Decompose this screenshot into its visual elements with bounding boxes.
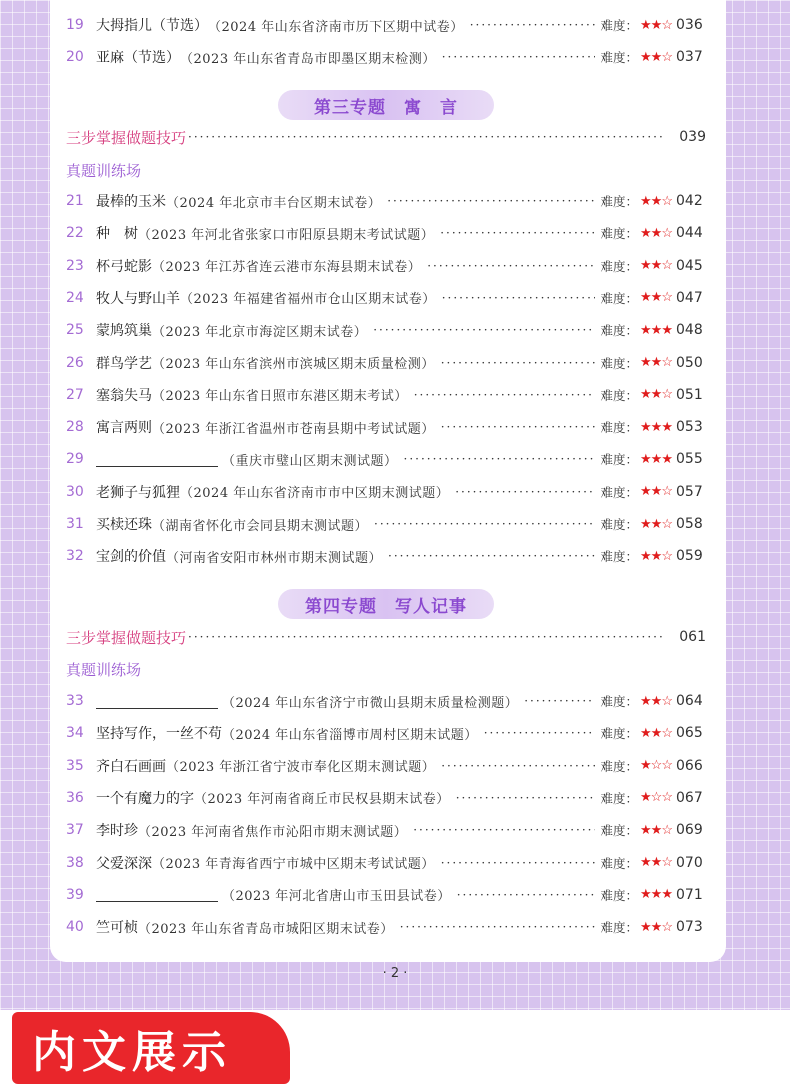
content-display-banner: 内文展示 (12, 1012, 290, 1084)
leader-dots (441, 856, 595, 870)
page-ref: 065 (676, 725, 703, 742)
difficulty-label: 难度： (600, 517, 639, 532)
page-ref: 053 (676, 419, 703, 436)
entry-source: （2023 年福建省福州市仓山区期末试卷） (180, 292, 436, 308)
leader-dots (373, 323, 594, 337)
toc-entry[interactable] (66, 381, 706, 409)
entry-title: 买椟还珠 (96, 517, 152, 533)
entry-number: 22 (66, 225, 84, 242)
toc-entry[interactable] (66, 349, 706, 377)
entry-source: （2023 年浙江省温州市苍南县期中考试试题） (152, 421, 435, 437)
toc-entry[interactable] (66, 687, 706, 715)
page-ref: 047 (676, 289, 703, 306)
entry-title: 宝剑的价值 (96, 549, 166, 566)
entry-number: 26 (66, 354, 84, 371)
leader-dots (188, 130, 664, 144)
difficulty-label: 难度： (600, 420, 639, 436)
leader-dots (441, 356, 595, 370)
difficulty-stars-icon: ★★☆ (640, 725, 672, 741)
difficulty-label: 难度： (600, 758, 639, 774)
leader-dots (388, 549, 595, 563)
leader-dots (427, 259, 594, 273)
entry-source: （2023 年山东省滨州市滨城区期末质量检测） (152, 357, 435, 372)
difficulty-stars-icon: ★★☆ (640, 822, 672, 838)
entry-title: 牧人与野山羊 (96, 290, 180, 307)
difficulty-label: 难度： (600, 823, 639, 839)
leader-dots (441, 759, 594, 773)
entry-number: 21 (66, 193, 84, 209)
leader-dots (440, 226, 594, 240)
entry-title: 老狮子与狐狸 (96, 484, 180, 501)
toc-entry[interactable] (66, 219, 706, 247)
page-ref: 048 (676, 322, 703, 339)
entry-source: （2023 年河南省商丘市民权县期末试卷） (194, 792, 450, 808)
leader-dots (484, 726, 595, 740)
difficulty-stars-icon: ★★★ (640, 887, 672, 903)
toc-entry[interactable] (66, 478, 706, 506)
page-ref: 073 (676, 919, 703, 936)
entry-title: 父爱深深 (96, 855, 152, 872)
entry-source: （2023 年山东省日照市东港区期末考试） (152, 389, 408, 405)
page-ref: 070 (676, 854, 703, 871)
toc-entry[interactable] (66, 445, 706, 473)
skill-label: 三步掌握做题技巧 (66, 128, 187, 147)
entry-title: 齐白石画画 (96, 758, 166, 775)
difficulty-label: 难度： (600, 355, 639, 371)
page-ref: 061 (679, 629, 706, 645)
leader-dots (188, 630, 664, 644)
leader-dots (442, 50, 595, 64)
difficulty-label: 难度： (600, 226, 639, 242)
entry-source: （2023 年山东省青岛市城阳区期末试卷） (138, 921, 394, 937)
entry-source: （2023 年北京市海淀区期末试卷） (152, 324, 368, 340)
page-ref: 051 (676, 386, 703, 403)
entry-source: （河南省安阳市林州市期末测试题） (166, 550, 383, 566)
entry-number: 20 (66, 49, 84, 66)
entry-number: 27 (66, 386, 84, 403)
entry-title: 群鸟学艺 (96, 355, 152, 372)
difficulty-label: 难度： (600, 790, 639, 806)
toc-entry[interactable] (66, 252, 706, 280)
title-blank (96, 887, 218, 902)
difficulty-stars-icon: ★★☆ (640, 855, 672, 870)
entry-source: （2024 年山东省济宁市微山县期末质量检测题） (222, 695, 519, 711)
entry-source: （2024 年山东省济南市历下区期中试卷） (208, 19, 464, 35)
entry-title: 塞翁失马 (96, 387, 152, 404)
difficulty-label: 难度： (600, 694, 639, 709)
difficulty-label: 难度： (600, 549, 639, 565)
toc-entry[interactable] (66, 542, 706, 570)
entry-number: 38 (66, 854, 84, 871)
page-ref: 039 (679, 129, 706, 145)
title-blank (96, 452, 218, 467)
toc-entry[interactable] (66, 913, 706, 941)
page-ref: 055 (676, 451, 703, 468)
difficulty-stars-icon: ★★☆ (640, 387, 672, 403)
toc-entry[interactable] (66, 43, 706, 71)
leader-dots (387, 194, 594, 208)
toc-entry[interactable] (66, 11, 706, 39)
entry-title: 最棒的玉米 (96, 194, 166, 210)
page-ref: 037 (676, 49, 703, 66)
difficulty-label: 难度： (600, 920, 639, 936)
section-3-skill-row[interactable] (66, 125, 706, 149)
entry-number: 31 (66, 516, 84, 532)
page-ref: 069 (676, 822, 703, 839)
entry-source: （2024 年山东省淄博市周村区期末试题） (222, 727, 478, 743)
page-ref: 066 (676, 757, 703, 774)
entry-title: 一个有魔力的字 (96, 790, 194, 807)
difficulty-label: 难度： (600, 484, 639, 500)
difficulty-stars-icon: ★★☆ (640, 355, 672, 370)
entry-source: （2023 年河南省焦作市沁阳市期末测试题） (138, 824, 408, 840)
page-ref: 057 (676, 483, 703, 500)
leader-dots (442, 291, 595, 305)
page-ref: 042 (676, 193, 703, 209)
entry-number: 25 (66, 322, 84, 339)
difficulty-stars-icon: ★★☆ (640, 290, 672, 306)
entry-source: （湖南省怀化市会同县期末测试题） (152, 518, 369, 534)
difficulty-stars-icon: ★★★ (640, 322, 672, 338)
entry-number: 32 (66, 548, 84, 565)
leader-dots (470, 18, 595, 32)
entry-title: 蒙鸠筑巢 (96, 323, 152, 340)
page-ref: 050 (676, 354, 703, 371)
toc-entry[interactable] (66, 719, 706, 747)
entry-source: （重庆市璧山区期末测试题） (222, 453, 398, 469)
toc-entry[interactable] (66, 752, 706, 780)
entry-source: （2024 年北京市丰台区期末试卷） (166, 195, 382, 211)
leader-dots (414, 388, 595, 402)
entry-number: 35 (66, 757, 84, 774)
entry-title: 李时珍 (96, 823, 138, 840)
difficulty-stars-icon: ★★☆ (640, 17, 672, 33)
entry-source: （2024 年山东省济南市市中区期末测试题） (180, 486, 450, 502)
page-ref: 058 (676, 516, 703, 532)
entry-source: （2023 年山东省青岛市即墨区期末检测） (180, 51, 436, 67)
toc-entry[interactable] (66, 413, 706, 441)
entry-source: （2023 年河北省唐山市玉田县试卷） (222, 889, 451, 905)
page-number: · 2 · (382, 966, 408, 981)
section-4-skill-row[interactable] (66, 625, 706, 649)
entry-title: 种 树 (96, 226, 138, 243)
page-ref: 036 (676, 17, 703, 33)
toc-entry[interactable] (66, 849, 706, 877)
leader-dots (374, 517, 595, 531)
entry-number: 34 (66, 725, 84, 742)
page-ref: 044 (676, 225, 703, 242)
entry-source: （2023 年河北省张家口市阳原县期末考试试题） (138, 227, 435, 243)
entry-number: 37 (66, 822, 84, 839)
entry-title: 亚麻（节选） (96, 50, 180, 67)
difficulty-stars-icon: ★★☆ (640, 193, 672, 209)
entry-number: 30 (66, 483, 84, 500)
leader-dots (413, 823, 594, 837)
difficulty-label: 难度： (600, 855, 639, 871)
toc-entry[interactable] (66, 784, 706, 812)
section-3-practice-heading: 真题训练场 (66, 162, 142, 180)
difficulty-label: 难度： (600, 323, 639, 339)
entry-title: 竺可桢 (96, 920, 138, 937)
difficulty-label: 难度： (600, 50, 639, 66)
entry-number: 39 (66, 886, 84, 903)
difficulty-stars-icon: ★★★ (640, 451, 672, 467)
leader-dots (457, 888, 595, 902)
leader-dots (441, 420, 595, 434)
page-ref: 067 (676, 789, 703, 806)
difficulty-stars-icon: ★★☆ (640, 919, 672, 935)
entry-number: 29 (66, 451, 84, 468)
section-4-practice-heading: 真题训练场 (66, 661, 142, 679)
entry-title: 杯弓蛇影 (96, 258, 152, 275)
difficulty-stars-icon: ★★☆ (640, 548, 672, 564)
difficulty-label: 难度： (600, 18, 639, 33)
page-ref: 071 (676, 886, 703, 903)
difficulty-stars-icon: ★★☆ (640, 484, 672, 500)
entry-number: 33 (66, 693, 84, 709)
difficulty-stars-icon: ★★★ (640, 419, 672, 435)
entry-number: 28 (66, 419, 84, 436)
difficulty-label: 难度： (600, 194, 639, 209)
entry-title: 寓言两则 (96, 420, 152, 437)
toc-entry[interactable] (66, 316, 706, 344)
difficulty-stars-icon: ★★☆ (640, 516, 672, 532)
leader-dots (404, 452, 595, 466)
leader-dots (455, 485, 594, 499)
difficulty-stars-icon: ★☆☆ (640, 790, 672, 806)
leader-dots (400, 920, 595, 934)
skill-label: 三步掌握做题技巧 (66, 628, 187, 647)
toc-entry[interactable] (66, 816, 706, 844)
toc-entry[interactable] (66, 881, 706, 909)
difficulty-stars-icon: ★☆☆ (640, 758, 672, 774)
toc-entry[interactable] (66, 284, 706, 312)
title-blank (96, 694, 218, 709)
page-ref: 059 (676, 548, 703, 565)
entry-number: 36 (66, 789, 84, 806)
difficulty-label: 难度： (600, 258, 639, 274)
toc-entry[interactable] (66, 510, 706, 538)
leader-dots (524, 694, 594, 708)
page-ref: 064 (676, 693, 703, 709)
entry-number: 23 (66, 257, 84, 274)
entry-source: （2023 年江苏省连云港市东海县期末试卷） (152, 260, 422, 276)
difficulty-label: 难度： (600, 387, 639, 403)
difficulty-stars-icon: ★★☆ (640, 258, 672, 274)
entry-title: 坚持写作，一丝不苟 (96, 726, 222, 743)
difficulty-stars-icon: ★★☆ (640, 225, 672, 241)
entry-source: （2023 年浙江省宁波市奉化区期末测试题） (166, 760, 436, 776)
entry-source: （2023 年青海省西宁市城中区期末考试试题） (152, 857, 435, 872)
difficulty-stars-icon: ★★☆ (640, 693, 672, 709)
entry-number: 19 (66, 17, 84, 33)
difficulty-label: 难度： (600, 726, 639, 742)
difficulty-label: 难度： (600, 290, 639, 306)
difficulty-label: 难度： (600, 887, 639, 903)
entry-number: 40 (66, 919, 84, 936)
toc-entry[interactable] (66, 187, 706, 215)
entry-number: 24 (66, 289, 84, 306)
section-3-title: 第三专题 寓 言 (278, 90, 494, 120)
page-ref: 045 (676, 257, 703, 274)
difficulty-stars-icon: ★★☆ (640, 49, 672, 65)
section-4-title: 第四专题 写人记事 (278, 589, 494, 619)
leader-dots (456, 791, 595, 805)
difficulty-label: 难度： (600, 452, 639, 468)
entry-title: 大拇指儿（节选） (96, 18, 208, 34)
